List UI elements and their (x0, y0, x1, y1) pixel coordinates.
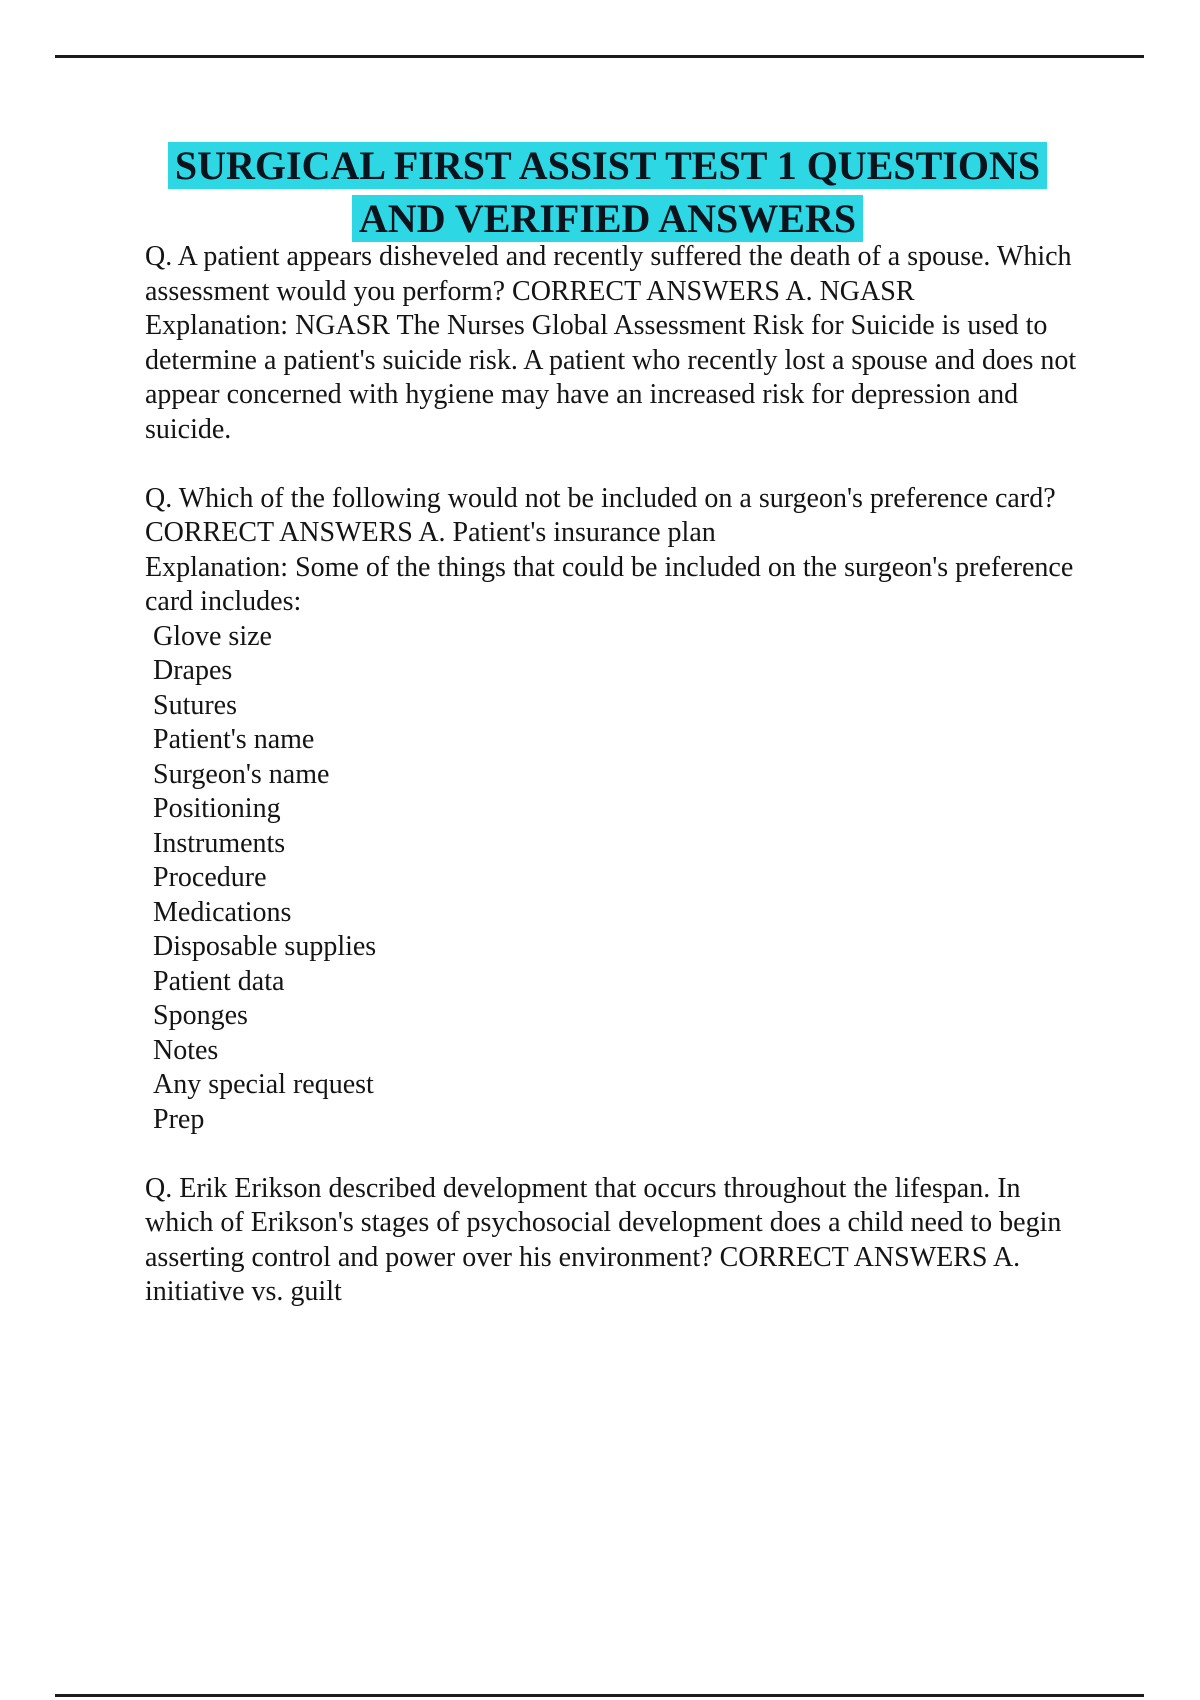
text-line: Explanation: Some of the things that could be included on the surgeon's preference (145, 551, 1074, 583)
title-line (168, 142, 1047, 189)
text-line: assessment would you perform? CORRECT ANSWERS A. NGASR (145, 275, 915, 307)
list-item: Procedure (153, 862, 267, 893)
list-item: Medications (153, 896, 292, 928)
document-body (145, 240, 1075, 1310)
text-line: asserting control and power over his environment? CORRECT ANSWERS A. (145, 1241, 1021, 1273)
blank-line (145, 1137, 1075, 1172)
text-line: Q. Erik Erikson described development that occurs throughout the lifespan. In (145, 1172, 1021, 1204)
text-line: CORRECT ANSWERS A. Patient's insurance plan (145, 517, 716, 548)
list-item: Disposable supplies (153, 931, 377, 962)
list-item: Patient data (153, 965, 285, 997)
list-item: Any special request (153, 1069, 374, 1100)
list-item: Glove size (153, 620, 272, 652)
list-item: Sutures (153, 689, 237, 721)
title-highlight: SURGICAL FIRST ASSIST TEST 1 QUESTIONS (168, 142, 1047, 189)
text-line: Explanation: NGASR The Nurses Global Assessment Risk for Suicide is used to (145, 310, 1048, 341)
text-line: determine a patient's suicide risk. A patient who recently lost a spouse and does not (145, 344, 1077, 376)
text-line: appear concerned with hygiene may have an increased risk for depression and (145, 379, 1019, 410)
blank-line (145, 447, 1075, 482)
text-line: card includes: (145, 586, 302, 617)
text-line: which of Erikson's stages of psychosocial development does a child need to begin (145, 1207, 1062, 1238)
text-line: suicide. (145, 413, 232, 445)
list-item: Patient's name (153, 724, 315, 755)
title-line (352, 195, 863, 242)
text-line: initiative vs. guilt (145, 1276, 342, 1307)
text-line: Q. Which of the following would not be included on a surgeon's preference card? (145, 482, 1056, 514)
list-item: Notes (153, 1034, 219, 1066)
title-highlight: AND VERIFIED ANSWERS (352, 195, 863, 242)
list-item: Positioning (153, 793, 281, 824)
list-item: Drapes (153, 655, 233, 686)
list-item: Surgeon's name (153, 758, 330, 790)
list-item: Sponges (153, 1000, 248, 1031)
bottom-rule (55, 1694, 1144, 1697)
list-item: Prep (153, 1103, 205, 1135)
list-item: Instruments (153, 827, 286, 859)
page-title (145, 139, 1070, 245)
top-rule (55, 55, 1144, 58)
text-line: Q. A patient appears disheveled and recently suffered the death of a spouse. Which (145, 241, 1072, 272)
